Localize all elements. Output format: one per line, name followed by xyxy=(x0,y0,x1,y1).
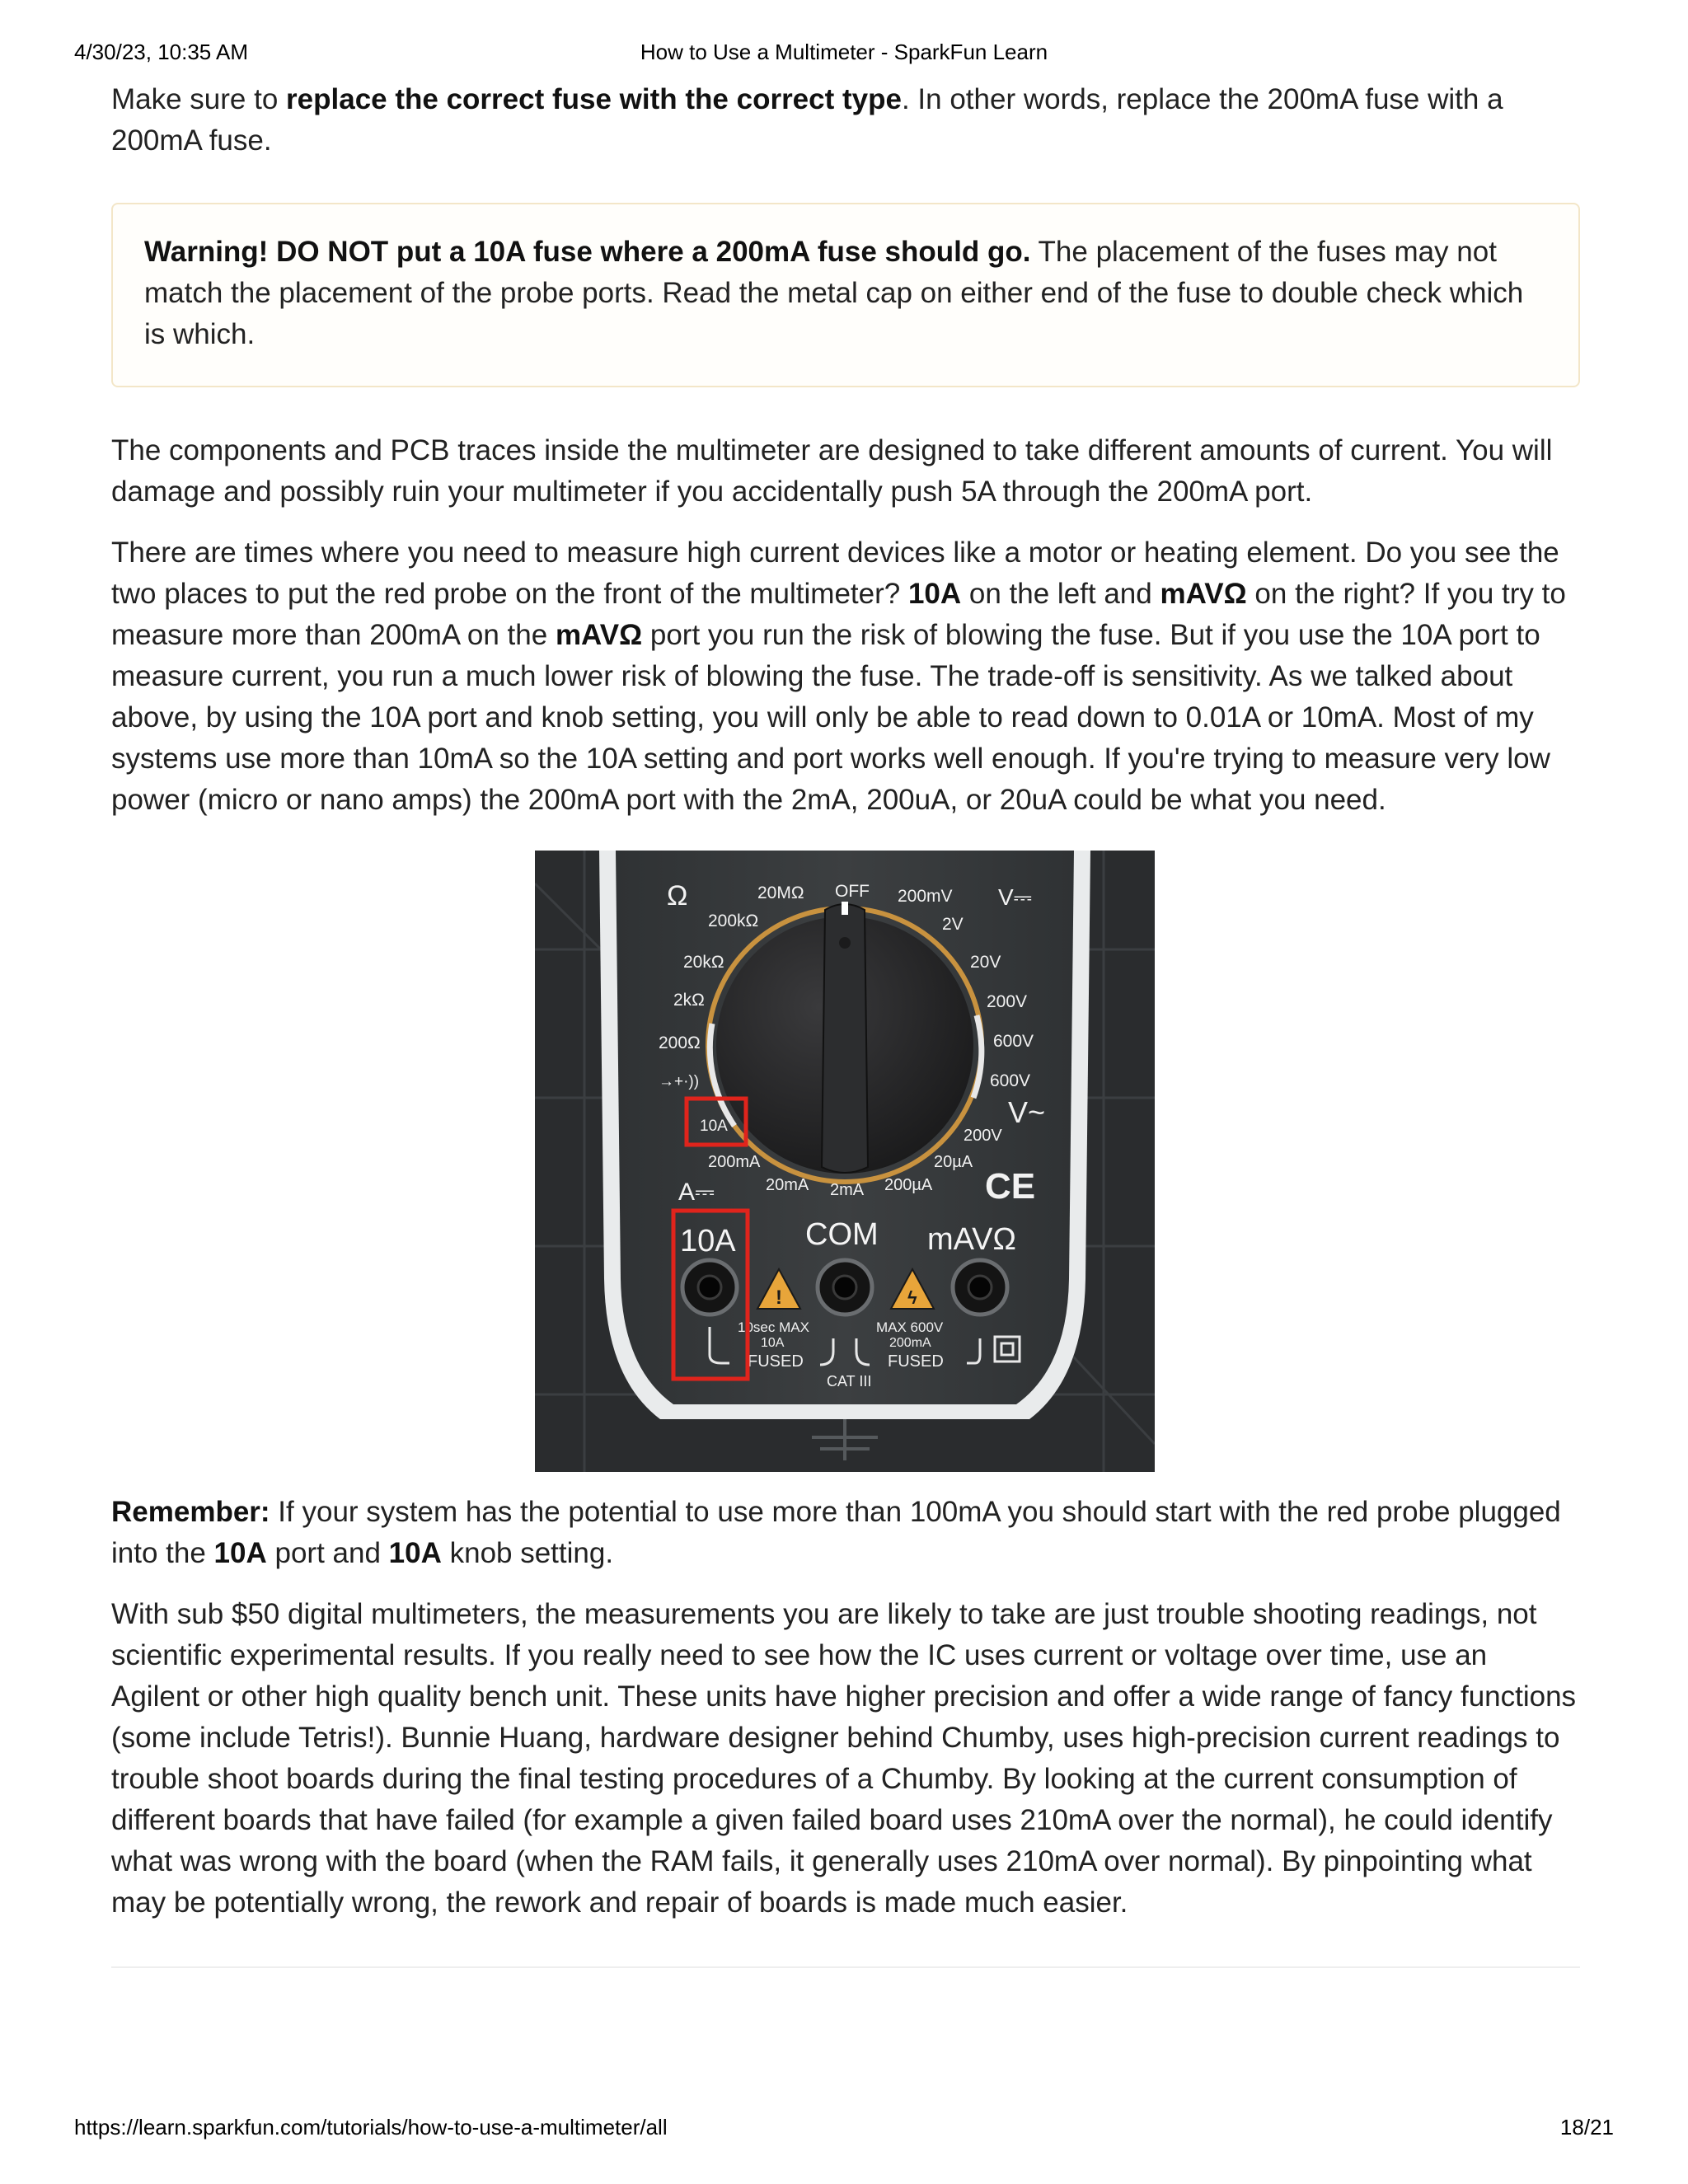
warning-bold: Warning! DO NOT put a 10A fuse where a 200mA fuse should go. xyxy=(144,236,1031,268)
paragraph-fuse-type xyxy=(111,79,1580,162)
svg-text:ϟ: ϟ xyxy=(907,1287,917,1308)
fuse-left-line2: 10A xyxy=(761,1336,785,1350)
port-label-com: COM xyxy=(805,1217,879,1252)
text-run: port you run the risk of blowing the fuse. But if you use the 10A port to measure current, you run a much lower risk of blowing the fuse. The trade-off is sensitivity. As we talked about above, by using the 10A port and knob setting, you will only be able to read down to 0.01A or 10mA. Most of my systems use more than 10mA so the 10A setting and port works well enough. If you're trying to measure very low power (micro or nano amps) the 200mA port with the 2mA, 200uA, or 20uA could be what you need. xyxy=(111,619,1550,816)
fuse-right-line2: 200mA xyxy=(889,1336,931,1350)
probe-jacks xyxy=(682,1260,1007,1315)
label-200v: 200V xyxy=(987,992,1028,1011)
label-2v: 2V xyxy=(942,915,964,934)
label-600v-ac: 600V xyxy=(990,1071,1031,1090)
label-200ohm: 200Ω xyxy=(659,1033,701,1052)
vac-symbol: V~ xyxy=(1008,1095,1046,1129)
label-10a-knob: 10A xyxy=(700,1118,728,1135)
text-run: There are times where you need to measure high current devices like a motor or heating element. Do you see the two places to put the red probe on the front of the multimeter? xyxy=(111,537,1559,610)
print-page-number: 18/21 xyxy=(1559,2115,1614,2139)
text-run: knob setting. xyxy=(441,1537,614,1569)
fuse-left-line3: FUSED xyxy=(748,1352,804,1371)
text-run: on the right? If you try to measure more than 200mA on the xyxy=(111,578,1566,651)
ohm-symbol: Ω xyxy=(667,880,688,912)
print-datetime: 4/30/23, 10:35 AM xyxy=(74,40,249,64)
bold-run: mAVΩ xyxy=(1160,578,1247,610)
bold-run: replace the correct fuse with the correct type xyxy=(286,83,902,115)
svg-text:!: ! xyxy=(776,1286,782,1309)
port-label-mav: mAVΩ xyxy=(927,1222,1016,1257)
bold-run: Remember: xyxy=(111,1496,270,1528)
text-run: If your system has the potential to use more than 100mA you should start with the red probe plugged into the xyxy=(111,1496,1561,1569)
print-page-title: How to Use a Multimeter - SparkFun Learn xyxy=(640,40,1048,64)
bold-run: 10A xyxy=(388,1537,442,1569)
vdc-symbol: V⎓ xyxy=(998,884,1033,910)
article-content xyxy=(111,79,1580,1968)
off-indicator xyxy=(842,902,848,915)
label-20v: 20V xyxy=(970,953,1001,972)
paragraph-components: The components and PCB traces inside the multimeter are designed to take different amounts of current. You will damage and possibly ruin your multimeter if you accidentally push 5A through the 200mA port. xyxy=(111,434,1553,508)
label-20ma: 20mA xyxy=(766,1176,809,1194)
adc-symbol: A⎓ xyxy=(678,1179,715,1206)
label-20kohm: 20kΩ xyxy=(683,953,724,972)
knob-pointer xyxy=(839,937,851,949)
label-20ua: 20µA xyxy=(934,1153,973,1171)
cat-rating: CAT III xyxy=(827,1373,872,1390)
label-2kohm: 2kΩ xyxy=(673,991,705,1010)
label-20mohm: 20MΩ xyxy=(757,883,804,902)
warning-text xyxy=(144,232,1547,355)
label-2ma: 2mA xyxy=(830,1181,865,1199)
multimeter-photo xyxy=(535,851,1155,1472)
ce-mark: CE xyxy=(985,1166,1036,1207)
text-run: port and xyxy=(266,1537,389,1569)
label-off: OFF xyxy=(835,882,870,901)
text-run: on the left and xyxy=(961,578,1160,610)
text-run: The placement of the fuses may not match the placement of the probe ports. Read the metal cap on either end of the fuse to double check which is which. xyxy=(144,236,1524,350)
diode-continuity-label: →+·)) xyxy=(659,1073,700,1090)
label-200ua: 200µA xyxy=(884,1176,933,1194)
paragraph-bench-units: With sub $50 digital multimeters, the measurements you are likely to take are just trouble shooting readings, not scientific experimental results. If you really need to see how the IC uses current or voltage over time, use an Agilent or other high quality bench unit. These units have higher precision and offer a wide range of fancy functions (some include Tetris!). Bunnie Huang, hardware designer behind Chumby, uses high-precision current readings to trouble shoot boards during the final testing procedures of a Chumby. By looking at the current consumption of different boards that have failed (for example a given failed board uses 210mA over the normal), he could identify what was wrong with the board (when the RAM fails, it generally uses 210mA over normal). By pinpointing what may be potentially wrong, the rework and repair of boards is made much easier. xyxy=(111,1598,1577,1919)
label-200kohm: 200kΩ xyxy=(708,912,759,930)
paragraph-high-current xyxy=(111,532,1580,821)
label-200v-ac: 200V xyxy=(964,1127,1002,1145)
text-run: . In other words, replace the 200mA fuse with a 200mA fuse. xyxy=(111,83,1503,157)
label-200mv: 200mV xyxy=(898,887,953,906)
port-label-10a: 10A xyxy=(680,1224,736,1258)
text-run: Make sure to xyxy=(111,83,287,115)
multimeter-illustration xyxy=(535,851,1155,1472)
fuse-right-line3: FUSED xyxy=(888,1352,944,1371)
print-header xyxy=(0,40,1688,68)
print-url: https://learn.sparkfun.com/tutorials/how-to-use-a-multimeter/all xyxy=(74,2115,668,2139)
section-divider xyxy=(111,1966,1580,1968)
fuse-right-line1: MAX 600V xyxy=(876,1319,944,1335)
bold-run: mAVΩ xyxy=(555,619,643,651)
warning-callout xyxy=(111,203,1580,387)
paragraph-remember xyxy=(111,1492,1580,1574)
bold-run: 10A xyxy=(907,578,962,610)
label-200ma: 200mA xyxy=(708,1153,761,1171)
bold-run: 10A xyxy=(213,1537,267,1569)
print-footer xyxy=(0,2115,1688,2143)
label-600v-dc: 600V xyxy=(993,1032,1034,1051)
fuse-left-line1: 10sec MAX xyxy=(738,1319,809,1335)
